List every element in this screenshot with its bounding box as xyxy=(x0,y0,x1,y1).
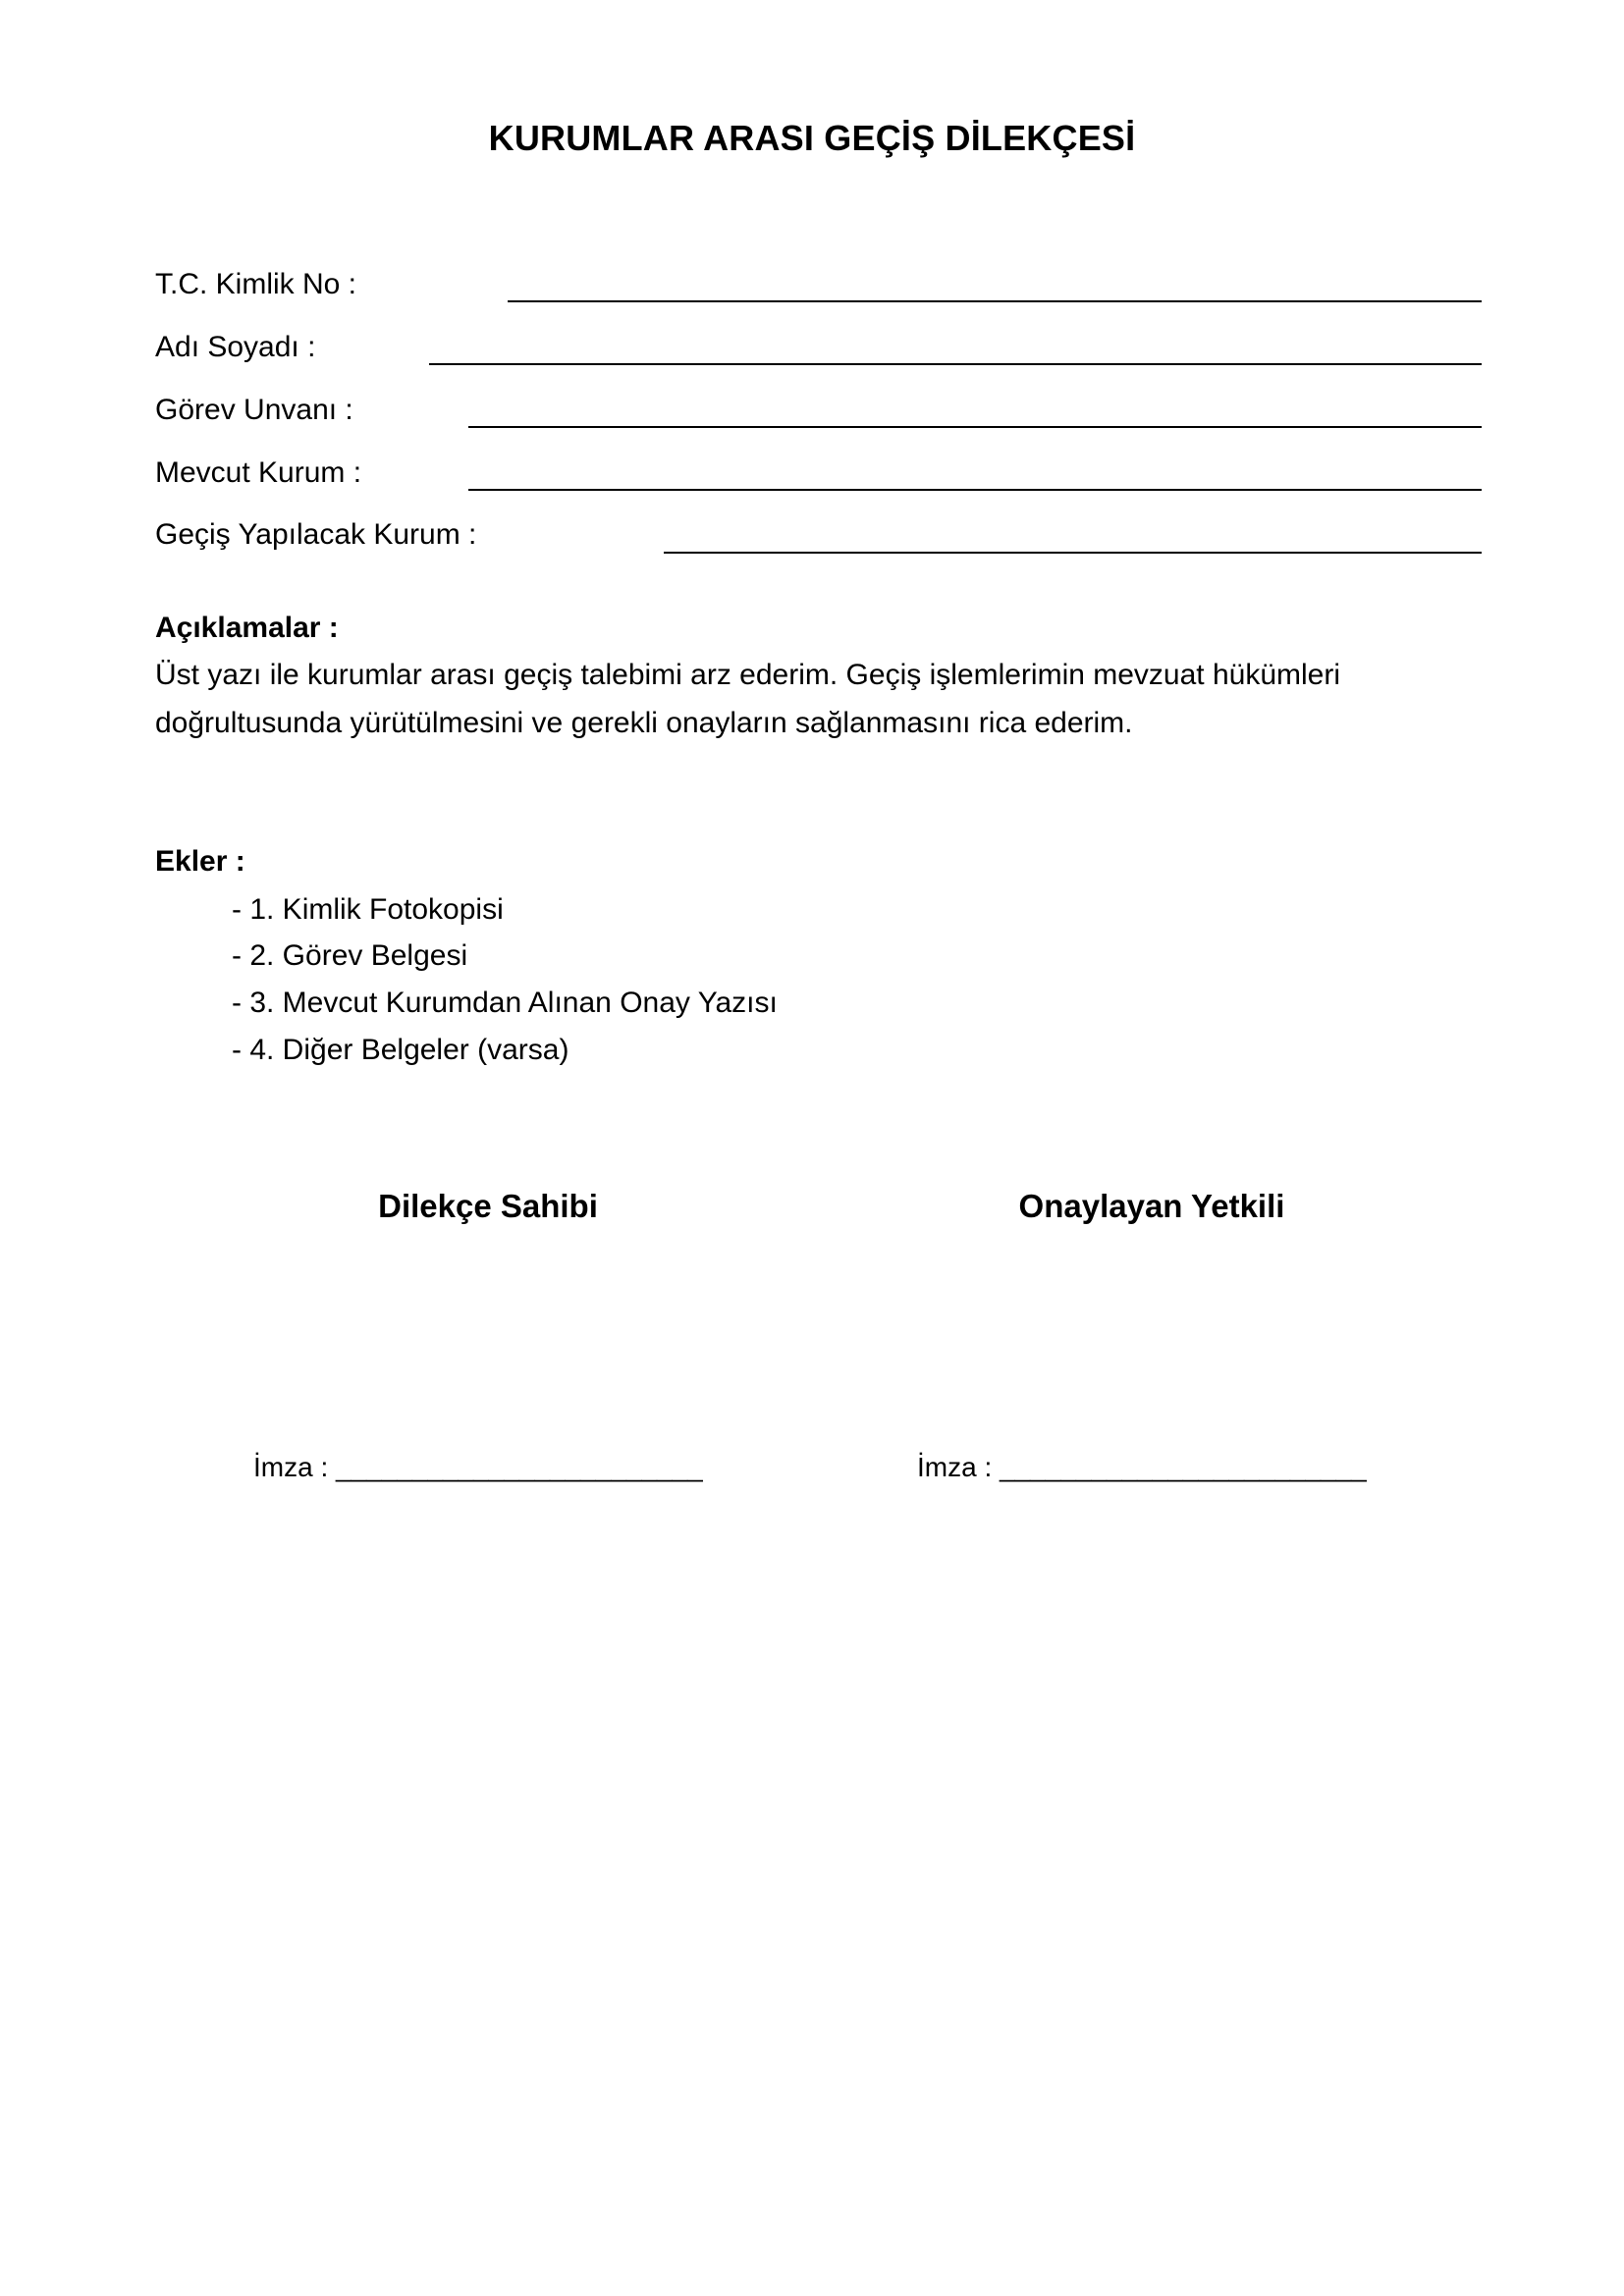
explanations-line-2: doğrultusunda yürütülmesini ve gerekli onayların sağlanmasını rica ederim. xyxy=(155,707,1133,739)
document-title: KURUMLAR ARASI GEÇİŞ DİLEKÇESİ xyxy=(488,118,1136,158)
signature-line-applicant: İmza : ________________________ xyxy=(253,1452,703,1482)
field-label-gecis-yapilacak-kurum: Geçiş Yapılacak Kurum : xyxy=(155,518,477,551)
attachments-label: Ekler : xyxy=(155,845,245,878)
field-line-adi-soyadi xyxy=(429,363,1482,365)
signature-title-applicant: Dilekçe Sahibi xyxy=(378,1188,598,1224)
field-label-tc-kimlik-no: T.C. Kimlik No : xyxy=(155,268,357,300)
field-label-mevcut-kurum: Mevcut Kurum : xyxy=(155,456,362,489)
attachment-item: - 2. Görev Belgesi xyxy=(232,939,468,972)
field-line-gorev-unvani xyxy=(468,426,1482,428)
signature-line-approver: İmza : ________________________ xyxy=(917,1452,1367,1482)
explanations-label: Açıklamalar : xyxy=(155,612,339,644)
explanations-text xyxy=(155,651,1490,747)
attachment-item: - 1. Kimlik Fotokopisi xyxy=(232,893,504,926)
field-line-gecis-yapilacak-kurum xyxy=(664,552,1482,554)
field-line-mevcut-kurum xyxy=(468,489,1482,491)
explanations-line-1: Üst yazı ile kurumlar arası geçiş talebimi arz ederim. Geçiş işlemlerimin mevzuat hükümleri xyxy=(155,659,1341,691)
attachment-item: - 3. Mevcut Kurumdan Alınan Onay Yazısı xyxy=(232,987,778,1019)
attachment-item: - 4. Diğer Belgeler (varsa) xyxy=(232,1034,569,1066)
field-label-gorev-unvani: Görev Unvanı : xyxy=(155,394,353,426)
field-label-adi-soyadi: Adı Soyadı : xyxy=(155,331,316,363)
signature-title-approver: Onaylayan Yetkili xyxy=(1018,1188,1285,1224)
field-line-tc-kimlik-no xyxy=(508,300,1482,302)
